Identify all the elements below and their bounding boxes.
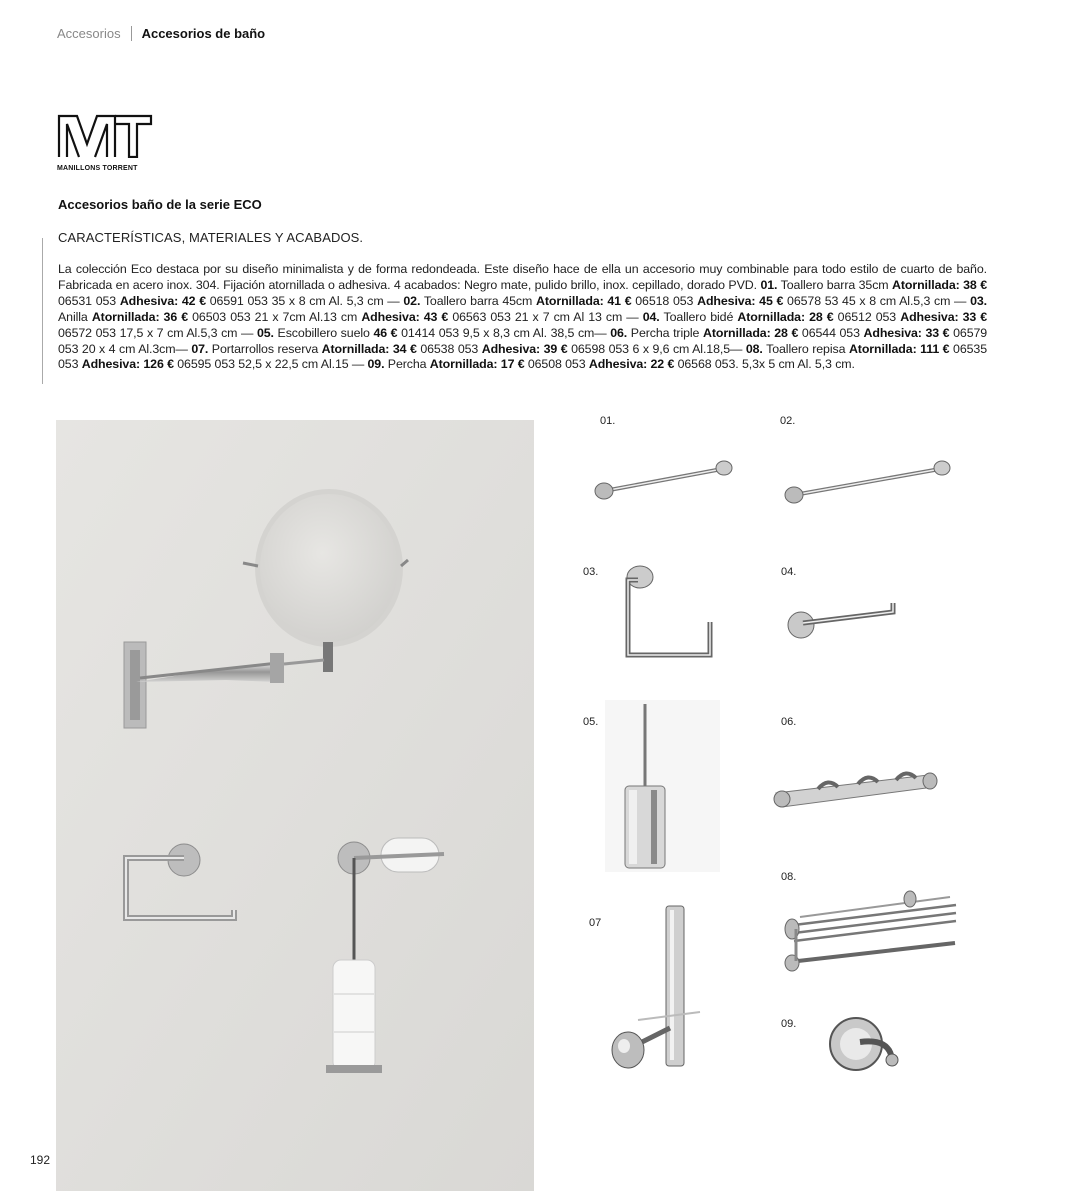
item-screw-code: 01414 053 9,5 x 8,3 cm Al. 38,5 cm—	[401, 325, 607, 340]
item-number: 09.	[367, 357, 385, 372]
item-screw-price: Atornillada: 17 €	[429, 357, 525, 372]
item-screw-price: Atornillada: 34 €	[321, 341, 417, 356]
item-number: 06.	[610, 325, 628, 340]
product-label-02: 02.	[780, 415, 796, 427]
towel-ring-icon	[610, 560, 725, 670]
product-label-07: 07	[589, 917, 602, 929]
breadcrumb-current: Accesorios de baño	[141, 26, 266, 41]
item-name: Toallero bidé	[663, 309, 734, 324]
breadcrumb	[57, 26, 265, 41]
product-label-04: 04.	[781, 566, 797, 578]
item-name: Portarrollos reserva	[211, 341, 319, 356]
item-name: Escobillero suelo	[277, 325, 370, 340]
description-intro: La colección Eco destaca por su diseño minimalista y de forma redondeada. Este diseño hace de ella un accesorio muy combinable para todo estilo de cuarto de baño. Fabricada en acero inox. 304. Fijación atornillada o adhesiva. 4 acabados: Negro mate, pulido brillo, inox. cepillado, dorado PVD.	[58, 262, 987, 292]
item-screw-price: Atornillada: 36 €	[91, 309, 189, 324]
product-label-01: 01.	[600, 415, 616, 427]
item-adhesive-price: Adhesiva: 45 €	[697, 293, 784, 308]
item-number: 04.	[642, 309, 660, 324]
item-adhesive-price: Adhesiva: 42 €	[119, 293, 207, 308]
product-description	[58, 262, 987, 373]
item-screw-code: 06535 053	[58, 341, 987, 372]
towel-shelf-icon	[780, 885, 965, 975]
item-screw-price: 46 €	[373, 325, 398, 340]
item-screw-code: 06508 053	[527, 357, 586, 372]
item-name: Percha triple	[630, 325, 700, 340]
lifestyle-photo	[56, 420, 534, 1191]
item-screw-price: Atornillada: 28 €	[737, 309, 834, 324]
item-screw-price: Atornillada: 41 €	[536, 293, 632, 308]
mt-logo-icon	[57, 114, 153, 158]
item-number: 01.	[760, 277, 778, 292]
toilet-brush-icon	[605, 700, 720, 872]
item-number: 08.	[745, 341, 763, 356]
item-screw-code: 06531 053	[58, 293, 117, 308]
page-number: 192	[30, 1153, 51, 1167]
item-adhesive-price: Adhesiva: 39 €	[481, 341, 568, 356]
item-screw-code: 06503 053 21 x 7cm Al.13 cm	[192, 309, 358, 324]
item-adhesive-code: 06568 053. 5,3x 5 cm Al. 5,3 cm.	[677, 357, 855, 372]
item-number: 05.	[256, 325, 274, 340]
item-adhesive-code: 06595 053 52,5 x 22,5 cm Al.15 —	[177, 357, 365, 372]
item-screw-code: 06544 053	[801, 325, 860, 340]
item-adhesive-code: 06579 053 20 x 4 cm Al.3cm—	[58, 325, 988, 356]
item-name: Percha	[387, 357, 427, 372]
item-adhesive-price: Adhesiva: 22 €	[588, 357, 675, 372]
features-heading: CARACTERÍSTICAS, MATERIALES Y ACABADOS.	[58, 230, 364, 245]
item-screw-price: Atornillada: 111 €	[848, 341, 950, 356]
robe-hook-icon	[820, 1010, 910, 1075]
product-label-05: 05.	[583, 716, 599, 728]
item-name: Anilla	[58, 309, 88, 324]
product-label-06: 06.	[781, 716, 797, 728]
item-adhesive-price: Adhesiva: 126 €	[81, 357, 174, 372]
product-label-08: 08.	[781, 871, 797, 883]
product-label-09: 09.	[781, 1018, 797, 1030]
item-screw-price: Atornillada: 28 €	[702, 325, 799, 340]
section-title: Accesorios baño de la serie ECO	[58, 197, 262, 212]
item-screw-code: 06518 053	[635, 293, 694, 308]
item-screw-code: 06512 053	[837, 309, 897, 324]
item-name: Toallero repisa	[766, 341, 846, 356]
product-label-03: 03.	[583, 566, 599, 578]
item-adhesive-price: Adhesiva: 33 €	[900, 309, 988, 324]
triple-hook-icon	[768, 765, 943, 815]
item-adhesive-code: 06563 053 21 x 7 cm Al 13 cm —	[452, 309, 639, 324]
breadcrumb-parent[interactable]: Accesorios	[57, 26, 121, 41]
item-name: Toallero barra 35cm	[780, 277, 889, 292]
item-screw-price: Atornillada: 38 €	[892, 277, 987, 292]
spare-roll-holder-icon	[600, 900, 715, 1080]
brand-name: MANILLONS TORRENT	[57, 165, 138, 172]
side-rule	[42, 238, 43, 384]
brand-logo	[57, 114, 153, 172]
item-adhesive-code: 06598 053 6 x 9,6 cm Al.18,5—	[571, 341, 743, 356]
bidet-towel-bar-icon	[785, 595, 905, 645]
item-screw-code: 06538 053	[420, 341, 479, 356]
item-number: 03.	[970, 293, 988, 308]
breadcrumb-separator	[131, 26, 132, 41]
item-name: Toallero barra 45cm	[423, 293, 533, 308]
item-adhesive-price: Adhesiva: 33 €	[863, 325, 950, 340]
item-number: 07.	[191, 341, 209, 356]
item-adhesive-code: 06591 053 35 x 8 cm Al. 5,3 cm —	[209, 293, 400, 308]
item-adhesive-price: Adhesiva: 43 €	[361, 309, 449, 324]
towel-bar-long-icon	[780, 455, 955, 510]
item-adhesive-code: 06572 053 17,5 x 7 cm Al.5,3 cm —	[58, 325, 254, 340]
item-number: 02.	[403, 293, 421, 308]
item-adhesive-code: 06578 53 45 x 8 cm Al.5,3 cm —	[787, 293, 967, 308]
towel-bar-icon	[590, 455, 740, 505]
